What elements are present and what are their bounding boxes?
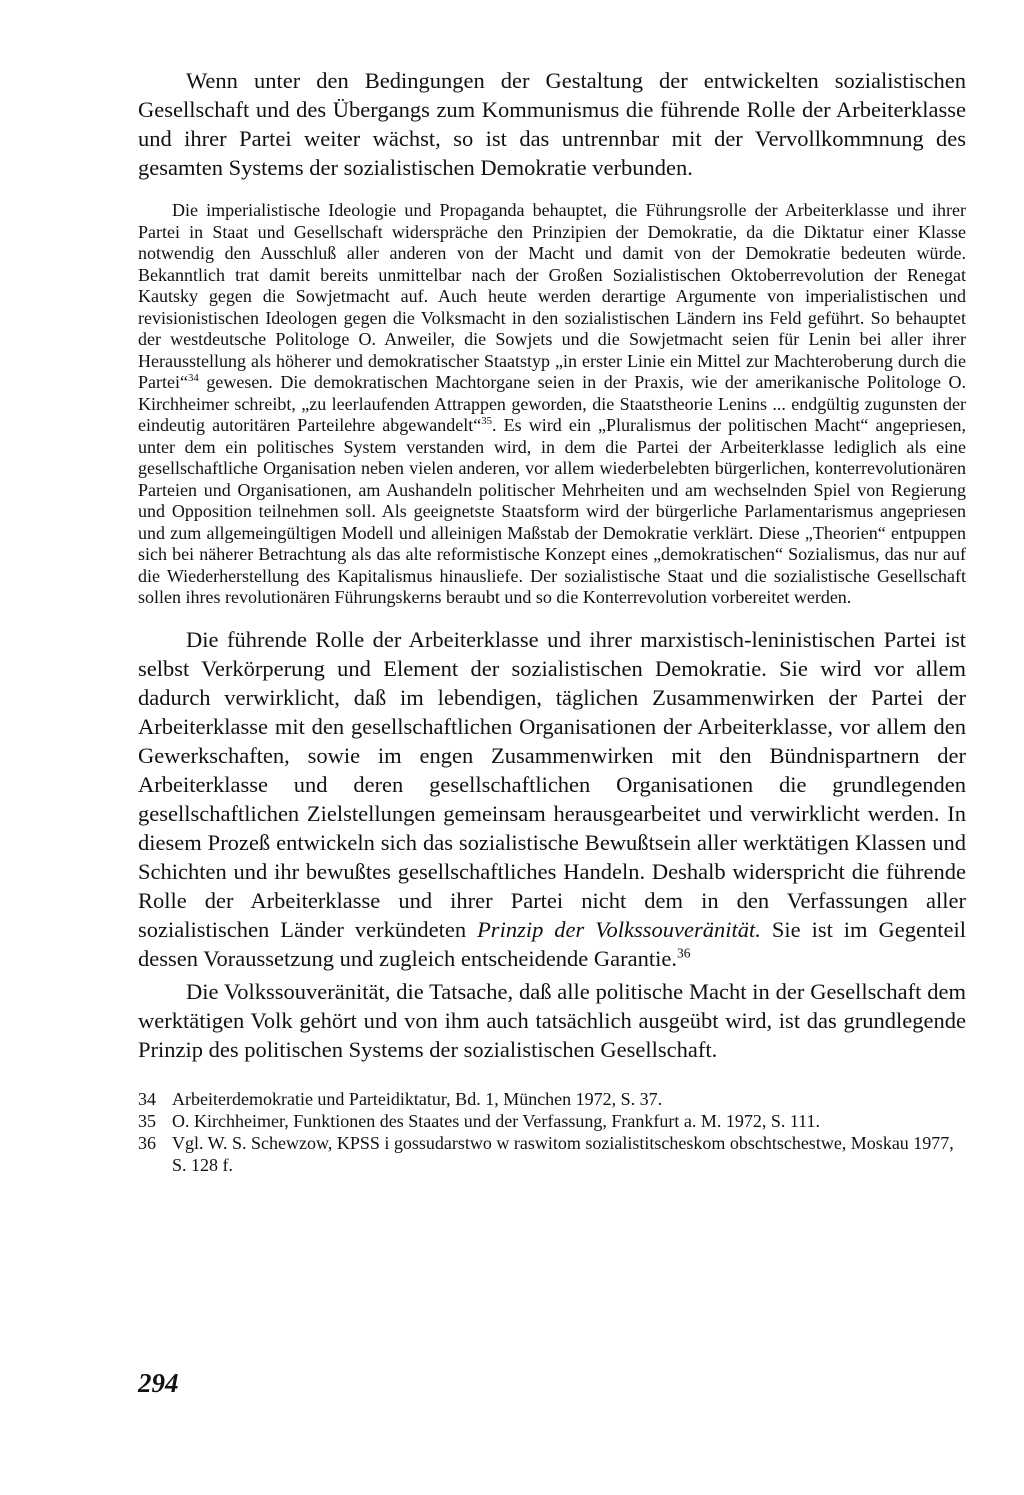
page-content xyxy=(138,66,966,1176)
footnote-ref-34[interactable]: 34 xyxy=(187,372,199,384)
small-print-part-3: . Es wird ein „Pluralismus der politischen Macht“ angepriesen, unter dem ein politisches System verstanden wird, in dem die Partei der Arbeiterklasse lediglich als eine gesellschaftliche Organisation neben vielen anderen, vor allem wiederbelebten bürgerlichen, konterrevolutionären Parteien und Organisationen, am Aushandeln politischer Mehrheiten und am wechselnden Spiel von Regierung und Opposition teilnehmen soll. Als geeignetste Staatsform wird der bürgerliche Parlamentarismus angepriesen und zum allgemeingültigen Modell und alleinigen Maßstab der Demokratie verklärt. Diese „Theorien“ entpuppen sich bei näherer Betrachtung als das alte reformistische Konzept eines „demokratischen“ Sozialismus, das nur auf die Wiederherstellung des Kapitalismus hinausliefe. Der sozialistische Staat und die sozialistische Gesellschaft sollen ihres revolutionären Führungskerns beraubt und so die Konterrevolution vorbereitet werden. xyxy=(138,415,966,607)
paragraph-intro: Wenn unter den Bedingungen der Gestaltung der entwickelten sozialistischen Gesellschaft und des Übergangs zum Kommunismus die führende Rolle der Arbeiterklasse und ihrer Partei weiter wächst, so ist das untrennbar mit der Vervollkommnung des gesamten Systems der sozialistischen Demokratie verbunden. xyxy=(138,68,966,180)
footnote-36 xyxy=(138,1132,966,1176)
page-number: 294 xyxy=(138,1368,179,1398)
footnote-text: O. Kirchheimer, Funktionen des Staates und der Verfassung, Frankfurt a. M. 1972, S. 111. xyxy=(172,1110,821,1131)
footnotes xyxy=(138,1088,966,1176)
paragraph-small-print xyxy=(138,200,966,609)
paragraph-sovereignty: Die Volkssouveränität, die Tatsache, daß alle politische Macht in der Gesellschaft dem werktätigen Volk gehört und von ihm auch tatsächlich ausgeübt wird, ist das grundlegende Prinzip des politischen Systems der sozialistischen Gesellschaft. xyxy=(138,978,966,1062)
small-print-part-1: Die imperialistische Ideologie und Propaganda behauptet, die Führungsrolle der Arbeiterklasse und ihrer Partei in Staat und Gesellschaft widerspräche den Prinzipien der Demokratie, da die Diktatur einer Klasse notwendig den Ausschluß aller anderen von der Macht und damit von der Demokratie bedeuten würde. Bekanntlich trat damit bereits unmittelbar nach der Großen Sozialistischen Oktoberrevolution der Renegat Kautsky gegen die Sowjetmacht auf. Auch heute werden derartige Argumente von imperialistischen und revisionistischen Ideologen gegen die Volksmacht in den sozialistischen Ländern ins Feld geführt. So behauptet der westdeutsche Politologe O. Anweiler, die Sowjets und die Sowjetmacht seien für Lenin bei aller ihrer Herausstellung als höherer und demokratischer Staatstyp „in erster Linie ein Mittel zur Machteroberung durch die Partei“ xyxy=(138,200,966,392)
footnote-ref-36[interactable]: 36 xyxy=(677,945,691,960)
footnote-number: 34 xyxy=(138,1088,156,1109)
leading-role-part-1: Die führende Rolle der Arbeiterklasse und ihrer marxistisch-leninistischen Partei ist selbst Verkörperung und Element der sozialistischen Demokratie. Sie wird vor allem dadurch verwirklicht, daß im lebendigen, täglichen Zusammenwirken der Partei der Arbeiterklasse mit den gesellschaftlichen Organisationen der Arbeiterklasse, vor allem den Gewerkschaften, sowie im engen Zusammenwirken mit den Bündnispartnern der Arbeiterklasse und deren gesellschaftlichen Organisationen die grundlegenden gesellschaftlichen Zielstellungen gemeinsam herausgearbeitet und verwirklicht werden. In diesem Prozeß entwickeln sich das sozialistische Bewußtsein aller werktätigen Klassen und Schichten und ihr bewußtes gesellschaftliches Handeln. Deshalb widerspricht die führende Rolle der Arbeiterklasse und ihrer Partei nicht dem in den Verfassungen aller sozialistischen Länder verkündeten xyxy=(138,626,966,942)
footnote-35 xyxy=(138,1110,966,1132)
italic-principle: Prinzip der Volkssouveränität. xyxy=(477,916,761,942)
footnote-number: 36 xyxy=(138,1132,156,1153)
footnote-text: Vgl. W. S. Schewzow, KPSS i gossudarstwo w raswitom sozialistitscheskom obschtschestwe, Moskau 1977, S. 128 f. xyxy=(172,1132,954,1175)
paragraph-leading-role xyxy=(138,625,966,973)
footnote-ref-35[interactable]: 35 xyxy=(481,415,493,427)
footnote-34 xyxy=(138,1088,966,1110)
footnote-text: Arbeiterdemokratie und Parteidiktatur, Bd. 1, München 1972, S. 37. xyxy=(172,1088,663,1109)
small-print-part-2: gewesen. Die demokratischen Machtorgane seien in der Praxis, wie der amerikanische Politologe O. Kirchheimer schreibt, „zu leerlaufenden Attrappen geworden, die Staatstheorie Lenins ... endgültig zugunsten der eindeutig autoritären Parteilehre abgewandelt“ xyxy=(138,372,966,435)
leading-role-part-2: Sie ist im Gegenteil dessen Voraussetzung und zugleich entscheidende Garantie. xyxy=(138,916,966,971)
footnote-number: 35 xyxy=(138,1110,156,1131)
